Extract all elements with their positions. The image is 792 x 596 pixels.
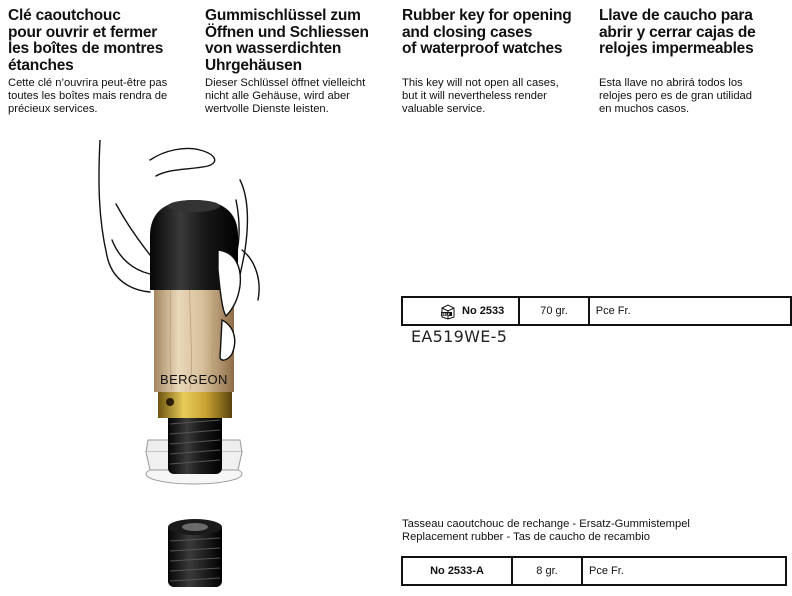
title-french: Clé caoutchouc pour ouvrir et fermer les boîtes de montres étanches <box>8 7 164 74</box>
product-weight-cell: 70 gr. <box>519 297 589 325</box>
replacement-table <box>401 556 787 586</box>
column-german <box>205 8 390 116</box>
title-spanish: Llave de caucho para abrir y cerrar cajas de relojes impermeables <box>599 7 756 57</box>
replacement-description: Tasseau caoutchouc de rechange - Ersatz-Gummistempel Replacement rubber - Tas de caucho de recambio <box>402 518 690 543</box>
replacement-number-cell: No 2533-A <box>402 557 512 585</box>
replacement-rubber-illustration <box>160 515 230 590</box>
rubber-key-illustration <box>90 140 260 500</box>
replacement-unit-cell: Pce Fr. <box>582 557 786 585</box>
product-number-cell: SELF No 2533 <box>402 297 519 325</box>
text-german: Dieser Schlüssel öffnet vielleicht nicht alle Gehäuse, wird aber wertvolle Dienste leisten. <box>205 77 366 115</box>
title-english: Rubber key for opening and closing cases of waterproof watches <box>402 7 572 57</box>
column-english <box>402 8 590 116</box>
shelf-box-icon <box>440 302 456 320</box>
replacement-weight-cell: 8 gr. <box>512 557 582 585</box>
column-french <box>8 8 193 116</box>
column-spanish <box>599 8 784 116</box>
text-spanish: Esta llave no abrirá todos los relojes pero es de gran utilidad en muchos casos. <box>599 76 752 115</box>
reference-code: EA519WE-5 <box>411 327 508 346</box>
svg-text:SELF: SELF <box>441 312 450 317</box>
text-english: This key will not open all cases, but it will nevertheless render valuable service. <box>402 76 559 115</box>
text-french: Cette clé n’ouvrira peut-être pas toutes les boîtes mais rendra de précieux services. <box>8 77 168 115</box>
title-german: Gummischlüssel zum Öffnen und Schliessen von wasserdichten Uhrgehäusen <box>205 7 369 74</box>
brand-label: BERGEON <box>160 372 228 387</box>
product-unit-cell: Pce Fr. <box>589 297 791 325</box>
table-row <box>402 557 786 585</box>
product-table <box>401 296 792 326</box>
table-row <box>402 297 791 325</box>
